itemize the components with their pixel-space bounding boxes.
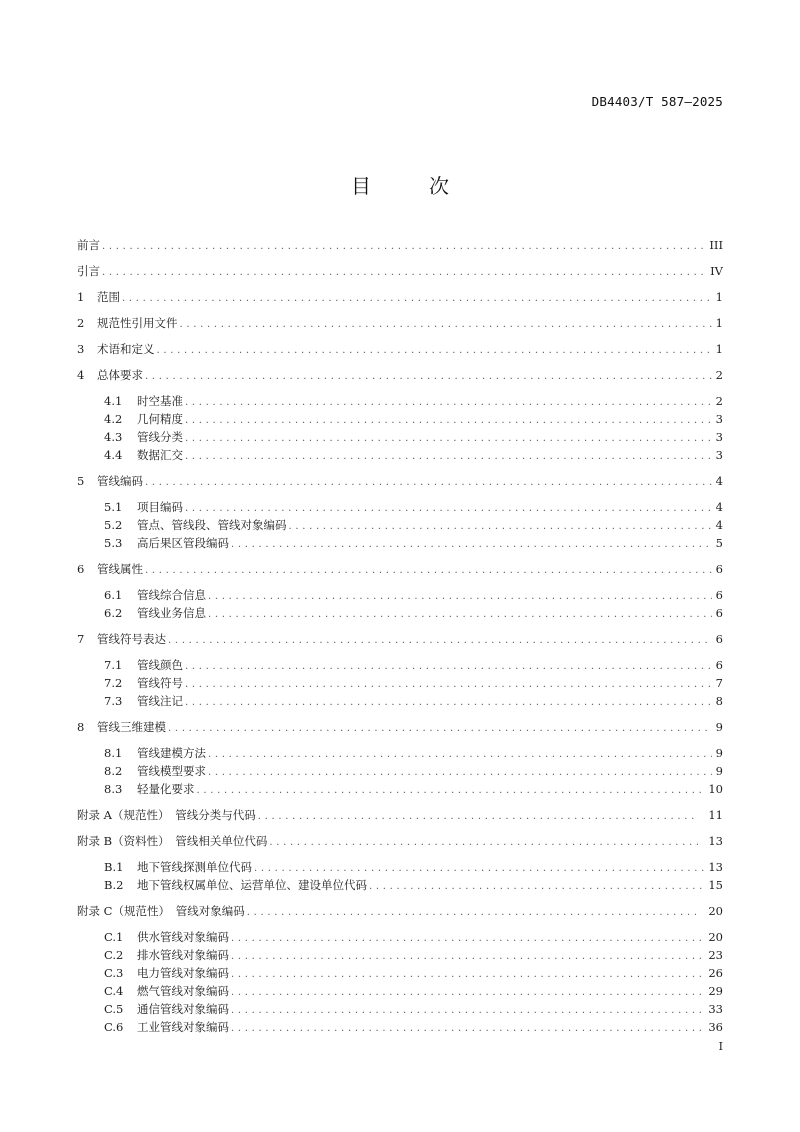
toc-entry-label — [104, 1000, 231, 1018]
toc-entry-label — [77, 630, 168, 648]
toc-entry[interactable] — [77, 410, 723, 428]
dot-leader — [269, 834, 698, 850]
dot-leader — [168, 720, 712, 736]
toc-entry-number: C.4 — [104, 984, 124, 998]
toc-entry-label — [77, 560, 145, 578]
toc-entry-number: 6.1 — [104, 588, 123, 602]
toc-entry-label — [104, 964, 231, 982]
dot-leader — [157, 342, 713, 358]
dot-leader — [185, 448, 712, 464]
toc-entry[interactable] — [77, 762, 723, 780]
toc-entry-label — [104, 1018, 231, 1036]
dot-leader — [369, 878, 705, 894]
page-title — [0, 170, 800, 199]
toc-entry-number: C.1 — [104, 930, 124, 944]
toc-entry-page: 6 — [715, 632, 723, 646]
toc-entry-page: 4 — [715, 518, 723, 532]
toc-entry[interactable] — [77, 314, 723, 332]
toc-entry-label — [104, 446, 185, 464]
dot-leader — [185, 500, 712, 516]
page-number: I — [718, 1040, 723, 1053]
toc-entry-title: 管线编码 — [97, 474, 143, 488]
toc-entry-number: 7.3 — [104, 694, 123, 708]
toc-entry-label — [77, 340, 157, 358]
dot-leader — [145, 474, 712, 490]
toc-entry[interactable] — [77, 392, 723, 410]
dot-leader — [180, 316, 713, 332]
toc-entry-title: 地下管线权属单位、运营单位、建设单位代码 — [137, 878, 367, 892]
toc-entry[interactable] — [77, 928, 723, 946]
toc-entry-label — [77, 902, 247, 920]
dot-leader — [258, 808, 699, 824]
toc-entry-title: 管线注记 — [137, 694, 183, 708]
dot-leader — [185, 694, 712, 710]
toc-entry-page: 2 — [715, 394, 723, 408]
toc-entry-label — [104, 586, 208, 604]
toc-entry-number: B.1 — [104, 860, 124, 874]
toc-entry-title: 管线符号表达 — [97, 632, 166, 646]
toc-entry-page: 10 — [708, 782, 723, 796]
toc-entry[interactable] — [77, 964, 723, 982]
toc-entry-title: 引言 — [77, 264, 100, 278]
toc-entry-label — [77, 832, 269, 850]
toc-entry-title: 附录 A（规范性） 管线分类与代码 — [77, 808, 256, 822]
toc-entry-page: 3 — [715, 448, 723, 462]
toc-entry-label — [104, 604, 208, 622]
toc-entry[interactable] — [77, 876, 723, 894]
dot-leader — [208, 764, 712, 780]
toc-entry-title: 燃气管线对象编码 — [137, 984, 229, 998]
toc-entry-title: 术语和定义 — [97, 342, 155, 356]
toc-entry-page: 13 — [708, 834, 723, 848]
toc-entry-number: C.5 — [104, 1002, 124, 1016]
dot-leader — [231, 984, 705, 1000]
toc-entry-page: III — [709, 238, 723, 252]
toc-entry-title: 供水管线对象编码 — [137, 930, 229, 944]
toc-entry[interactable] — [77, 744, 723, 762]
toc-entry-page: 6 — [715, 658, 723, 672]
toc-entry-number: 7.1 — [104, 658, 123, 672]
toc-entry-number: B.2 — [104, 878, 124, 892]
toc-entry-page: 20 — [708, 904, 723, 918]
toc-entry-page: 9 — [715, 720, 723, 734]
toc-entry[interactable] — [77, 946, 723, 964]
toc-entry[interactable] — [77, 832, 723, 850]
toc-entry[interactable] — [77, 586, 723, 604]
toc-entry-page: IV — [710, 264, 723, 278]
toc-entry-label — [104, 876, 369, 894]
toc-entry[interactable] — [77, 516, 723, 534]
toc-entry-label — [104, 498, 185, 516]
toc-entry-page: 5 — [715, 536, 723, 550]
toc-entry-label — [77, 314, 180, 332]
toc-entry-number: C.2 — [104, 948, 124, 962]
toc-entry-title: 时空基准 — [137, 394, 183, 408]
dot-leader — [197, 782, 706, 798]
toc-entry-label — [104, 946, 231, 964]
toc-entry-page: 2 — [715, 368, 723, 382]
toc-entry-title: 前言 — [77, 238, 100, 252]
toc-entry[interactable] — [77, 236, 723, 254]
toc-entry-title: 管线分类 — [137, 430, 183, 444]
toc-entry-page: 3 — [715, 412, 723, 426]
dot-leader — [185, 394, 712, 410]
dot-leader — [289, 518, 713, 534]
toc-entry-page: 4 — [715, 500, 723, 514]
dot-leader — [145, 368, 712, 384]
toc-entry-title: 范围 — [97, 290, 120, 304]
standard-code: DB4403/T 587—2025 — [591, 94, 723, 109]
toc-entry-title: 几何精度 — [137, 412, 183, 426]
toc-entry-number: 3 — [77, 342, 85, 356]
toc-entry[interactable] — [77, 806, 723, 824]
toc-entry[interactable] — [77, 472, 723, 490]
toc-entry-page: 13 — [708, 860, 723, 874]
toc-entry[interactable] — [77, 674, 723, 692]
toc-entry-page: 29 — [708, 984, 723, 998]
dot-leader — [254, 860, 705, 876]
title-char-2: 次 — [429, 174, 449, 198]
toc-entry[interactable] — [77, 656, 723, 674]
toc-entry-title: 管线综合信息 — [137, 588, 206, 602]
toc-entry-page: 36 — [708, 1020, 723, 1034]
toc-entry-label — [77, 718, 168, 736]
toc-entry[interactable] — [77, 446, 723, 464]
toc-entry-number: 4 — [77, 368, 85, 382]
dot-leader — [185, 658, 712, 674]
toc-entry-title: 管线建模方法 — [137, 746, 206, 760]
toc-entry-label — [104, 674, 185, 692]
toc-entry-title: 附录 C（规范性） 管线对象编码 — [77, 904, 245, 918]
toc-entry-number: 2 — [77, 316, 85, 330]
toc-entry-label — [77, 262, 102, 280]
toc-entry-page: 9 — [715, 764, 723, 778]
toc-entry-label — [104, 858, 254, 876]
toc-entry-number: 8.2 — [104, 764, 123, 778]
dot-leader — [122, 290, 712, 306]
dot-leader — [168, 632, 712, 648]
toc-entry-title: 管点、管线段、管线对象编码 — [137, 518, 287, 532]
toc-entry[interactable] — [77, 262, 723, 280]
toc-entry-page: 6 — [715, 606, 723, 620]
toc-entry-page: 15 — [708, 878, 723, 892]
toc-entry-label — [77, 366, 145, 384]
dot-leader — [208, 746, 712, 762]
toc-entry-title: 管线属性 — [97, 562, 143, 576]
toc-entry[interactable] — [77, 982, 723, 1000]
toc-entry-title: 排水管线对象编码 — [137, 948, 229, 962]
toc-entry-number: 8.1 — [104, 746, 123, 760]
dot-leader — [208, 606, 712, 622]
dot-leader — [231, 966, 705, 982]
toc-entry-title: 管线颜色 — [137, 658, 183, 672]
dot-leader — [231, 930, 705, 946]
toc-entry-number: 5.2 — [104, 518, 123, 532]
dot-leader — [102, 238, 706, 254]
toc-entry-title: 地下管线探测单位代码 — [137, 860, 252, 874]
toc-entry-number: 8.3 — [104, 782, 123, 796]
toc-entry-label — [104, 762, 208, 780]
toc-entry[interactable] — [77, 858, 723, 876]
toc-entry-page: 9 — [715, 746, 723, 760]
toc-entry[interactable] — [77, 902, 723, 920]
toc-entry-number: 4.3 — [104, 430, 123, 444]
toc-entry-number: C.3 — [104, 966, 124, 980]
toc-entry-number: 7.2 — [104, 676, 123, 690]
toc-entry-page: 6 — [715, 588, 723, 602]
toc-entry-page: 23 — [708, 948, 723, 962]
toc-entry-page: 20 — [708, 930, 723, 944]
title-char-1: 目 — [351, 174, 371, 198]
toc-entry-title: 轻量化要求 — [137, 782, 195, 796]
toc-entry[interactable] — [77, 780, 723, 798]
toc-entry-label — [104, 392, 185, 410]
toc-entry-title: 规范性引用文件 — [97, 316, 178, 330]
toc-entry[interactable] — [77, 534, 723, 552]
toc-entry-label — [77, 806, 258, 824]
toc-entry[interactable] — [77, 604, 723, 622]
toc-entry[interactable] — [77, 288, 723, 306]
toc-entry[interactable] — [77, 692, 723, 710]
toc-entry-title: 项目编码 — [137, 500, 183, 514]
toc-entry-page: 1 — [715, 316, 723, 330]
toc-entry-title: 数据汇交 — [137, 448, 183, 462]
toc-entry-page: 4 — [715, 474, 723, 488]
toc-entry-label — [104, 428, 185, 446]
toc-entry-number: 5.3 — [104, 536, 123, 550]
toc-entry[interactable] — [77, 1000, 723, 1018]
toc-entry[interactable] — [77, 366, 723, 384]
dot-leader — [247, 904, 699, 920]
dot-leader — [145, 562, 712, 578]
toc-entry-number: 6 — [77, 562, 85, 576]
toc-entry-page: 11 — [708, 808, 723, 822]
toc-entry-label — [104, 656, 185, 674]
toc-entry-page: 1 — [715, 342, 723, 356]
dot-leader — [102, 264, 707, 280]
toc-entry-title: 管线模型要求 — [137, 764, 206, 778]
toc-entry-number: 7 — [77, 632, 85, 646]
toc-entry[interactable] — [77, 428, 723, 446]
toc-entry-page: 3 — [715, 430, 723, 444]
toc-entry-page: 6 — [715, 562, 723, 576]
toc-entry-label — [104, 744, 208, 762]
dot-leader — [231, 536, 712, 552]
toc-entry-page: 8 — [715, 694, 723, 708]
toc-entry-title: 总体要求 — [97, 368, 143, 382]
toc-entry-number: 4.2 — [104, 412, 123, 426]
toc-entry-number: 4.4 — [104, 448, 123, 462]
toc-entry-page: 1 — [715, 290, 723, 304]
toc-entry-number: 4.1 — [104, 394, 123, 408]
toc-entry-label — [77, 472, 145, 490]
toc-entry-label — [104, 692, 185, 710]
toc-entry-page: 7 — [715, 676, 723, 690]
toc-entry-label — [77, 236, 102, 254]
toc-entry[interactable] — [77, 630, 723, 648]
toc-entry-title: 附录 B（资料性） 管线相关单位代码 — [77, 834, 268, 848]
toc-entry-page: 26 — [708, 966, 723, 980]
toc-entry[interactable] — [77, 560, 723, 578]
toc-entry-label — [104, 410, 185, 428]
toc-entry-page: 33 — [708, 1002, 723, 1016]
toc-entry-label — [104, 928, 231, 946]
toc-entry-number: 6.2 — [104, 606, 123, 620]
dot-leader — [231, 948, 705, 964]
dot-leader — [231, 1020, 705, 1036]
toc-entry[interactable] — [77, 498, 723, 516]
toc-entry[interactable] — [77, 718, 723, 736]
toc-entry-label — [77, 288, 122, 306]
toc-entry-number: 1 — [77, 290, 85, 304]
toc-entry-title: 管线符号 — [137, 676, 183, 690]
toc-entry-title: 高后果区管段编码 — [137, 536, 229, 550]
toc-entry-number: 5 — [77, 474, 85, 488]
toc-entry-title: 通信管线对象编码 — [137, 1002, 229, 1016]
dot-leader — [185, 676, 712, 692]
table-of-contents — [77, 236, 723, 1036]
dot-leader — [185, 430, 712, 446]
toc-entry-title: 管线业务信息 — [137, 606, 206, 620]
toc-entry-label — [104, 534, 231, 552]
dot-leader — [185, 412, 712, 428]
toc-entry-label — [104, 780, 197, 798]
toc-entry-label — [104, 982, 231, 1000]
toc-entry-number: C.6 — [104, 1020, 124, 1034]
dot-leader — [208, 588, 712, 604]
toc-entry-title: 电力管线对象编码 — [137, 966, 229, 980]
dot-leader — [231, 1002, 705, 1018]
toc-entry-title: 管线三维建模 — [97, 720, 166, 734]
toc-entry[interactable] — [77, 1018, 723, 1036]
toc-entry-number: 8 — [77, 720, 85, 734]
toc-entry-title: 工业管线对象编码 — [137, 1020, 229, 1034]
toc-entry[interactable] — [77, 340, 723, 358]
toc-entry-number: 5.1 — [104, 500, 123, 514]
toc-entry-label — [104, 516, 289, 534]
